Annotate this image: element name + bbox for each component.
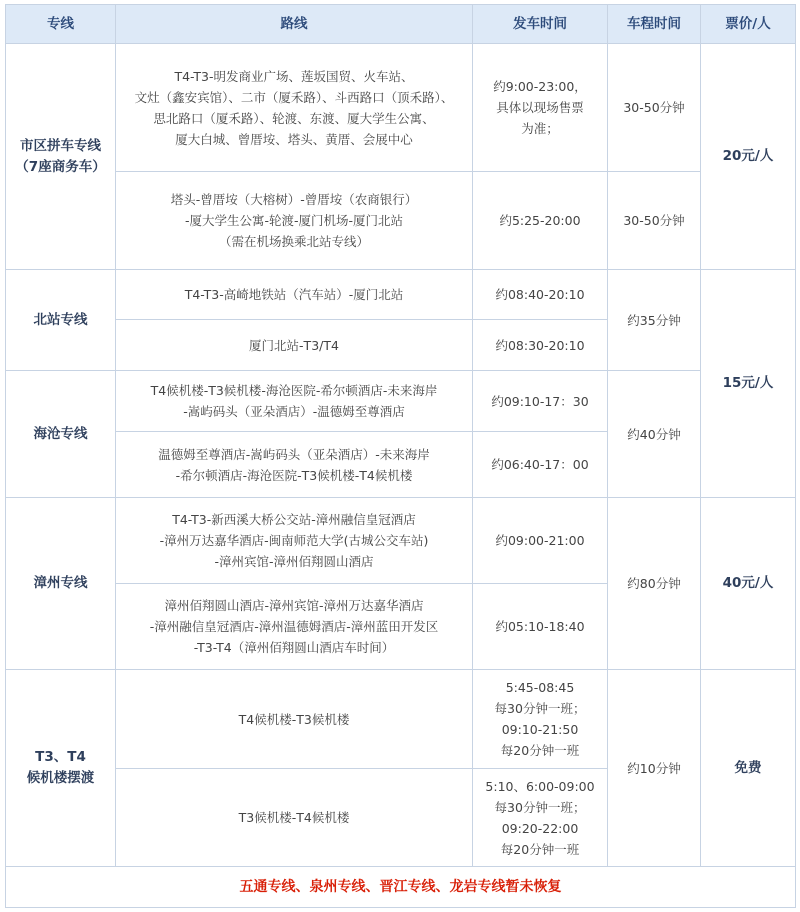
price-cell: 40元/人 — [701, 498, 796, 670]
line-name-north: 北站专线 — [6, 270, 116, 371]
departure-cell: 约05:10-18:40 — [473, 584, 608, 670]
price-cell: 20元/人 — [701, 44, 796, 270]
table-row — [6, 371, 796, 432]
route-cell: T4-T3-明发商业广场、莲坂国贸、火车站、 文灶（鑫安宾馆）、二市（厦禾路）、斗西路口（顶禾路）、 思北路口（厦禾路）、轮渡、东渡、厦大学生公寓、 厦大白城、曾厝垵、塔头、黄厝、会展中心 — [116, 44, 473, 172]
duration-cell: 约80分钟 — [608, 498, 701, 670]
departure-cell: 约06:40-17：00 — [473, 432, 608, 498]
departure-cell: 5:45-08:45 每30分钟一班； 09:10-21:50 每20分钟一班 — [473, 670, 608, 769]
route-cell: T3候机楼-T4候机楼 — [116, 769, 473, 867]
departure-cell: 约08:30-20:10 — [473, 320, 608, 371]
route-cell: T4候机楼-T3候机楼-海沧医院-希尔顿酒店-未来海岸 -嵩屿码头（亚朵酒店）-温德姆至尊酒店 — [116, 371, 473, 432]
header-row — [6, 5, 796, 44]
table-row — [6, 498, 796, 584]
route-cell: 塔头-曾厝垵（大榕树）-曾厝垵（农商银行） -厦大学生公寓-轮渡-厦门机场-厦门北站 （需在机场换乘北站专线） — [116, 172, 473, 270]
notice-row — [6, 867, 796, 908]
duration-cell: 30-50分钟 — [608, 44, 701, 172]
departure-cell: 约08:40-20:10 — [473, 270, 608, 320]
route-cell: 温德姆至尊酒店-嵩屿码头（亚朵酒店）-未来海岸 -希尔顿酒店-海沧医院-T3候机楼-T4候机楼 — [116, 432, 473, 498]
route-cell: T4候机楼-T3候机楼 — [116, 670, 473, 769]
departure-cell: 约09:00-21:00 — [473, 498, 608, 584]
line-name-zhangzhou: 漳州专线 — [6, 498, 116, 670]
table-row — [6, 44, 796, 172]
line-name-shuttle: T3、T4 候机楼摆渡 — [6, 670, 116, 867]
header-route: 路线 — [116, 5, 473, 44]
shuttle-schedule-table — [5, 4, 796, 908]
header-line: 专线 — [6, 5, 116, 44]
duration-cell: 约35分钟 — [608, 270, 701, 371]
route-cell: 漳州佰翔圆山酒店-漳州宾馆-漳州万达嘉华酒店 -漳州融信皇冠酒店-漳州温德姆酒店-漳州蓝田开发区 -T3-T4（漳州佰翔圆山酒店车时间） — [116, 584, 473, 670]
departure-cell: 约9:00-23:00， 具体以现场售票 为准； — [473, 44, 608, 172]
departure-cell: 约5:25-20:00 — [473, 172, 608, 270]
departure-cell: 5:10、6:00-09:00 每30分钟一班； 09:20-22:00 每20分钟一班 — [473, 769, 608, 867]
table-row — [6, 270, 796, 320]
header-price: 票价/人 — [701, 5, 796, 44]
table-row — [6, 670, 796, 769]
duration-cell: 约10分钟 — [608, 670, 701, 867]
table-row — [6, 172, 796, 270]
route-cell: 厦门北站-T3/T4 — [116, 320, 473, 371]
departure-cell: 约09:10-17：30 — [473, 371, 608, 432]
header-departure: 发车时间 — [473, 5, 608, 44]
header-duration: 车程时间 — [608, 5, 701, 44]
suspension-notice: 五通专线、泉州专线、晋江专线、龙岩专线暂未恢复 — [6, 867, 796, 908]
line-name-city: 市区拼车专线 （7座商务车） — [6, 44, 116, 270]
route-cell: T4-T3-新西溪大桥公交站-漳州融信皇冠酒店 -漳州万达嘉华酒店-闽南师范大学(古城公交车站) -漳州宾馆-漳州佰翔圆山酒店 — [116, 498, 473, 584]
price-cell: 免费 — [701, 670, 796, 867]
duration-cell: 30-50分钟 — [608, 172, 701, 270]
route-cell: T4-T3-高崎地铁站（汽车站）-厦门北站 — [116, 270, 473, 320]
price-cell: 15元/人 — [701, 270, 796, 498]
line-name-haicang: 海沧专线 — [6, 371, 116, 498]
duration-cell: 约40分钟 — [608, 371, 701, 498]
